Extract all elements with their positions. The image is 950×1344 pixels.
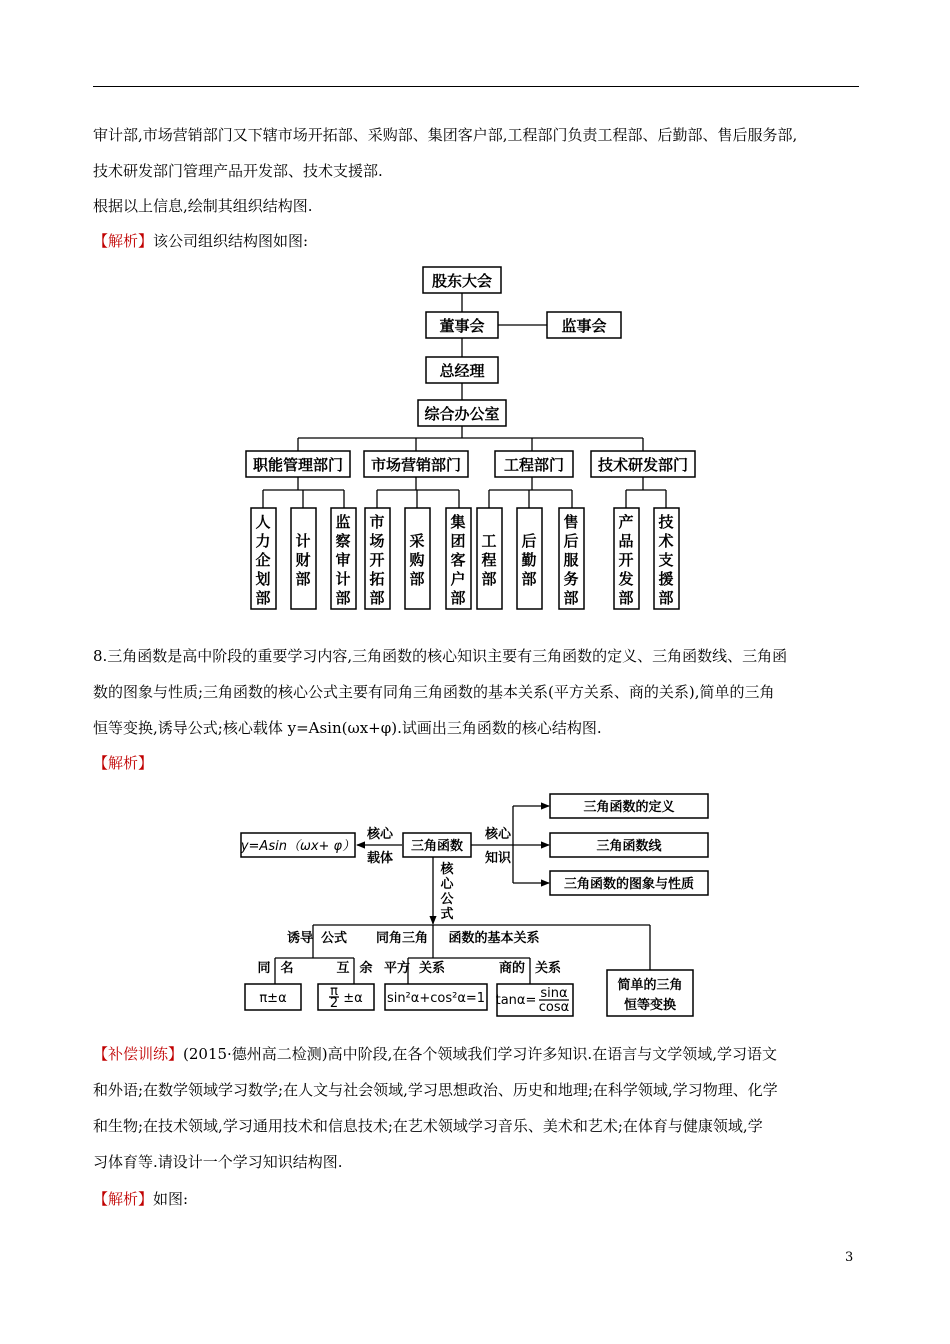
trig-label-simple-1: 简单的三角 <box>617 978 683 993</box>
trig-formula-pi: π±α <box>259 991 287 1006</box>
trig-label-carrier-top: 核心 <box>366 827 394 842</box>
trig-formula-tan-den: cosα <box>538 1000 570 1015</box>
org-label-supervisory: 监事会 <box>561 317 607 335</box>
question-8-line: 恒等变换,诱导公式;核心载体 y=Asin(ωx+φ).试画出三角函数的核心结构图. <box>93 719 602 737</box>
org-label-unit: 集团客户部 <box>450 513 466 607</box>
analysis-tag: 【解析】 <box>93 1190 154 1208</box>
analysis-tag: 【解析】 <box>93 754 154 772</box>
paragraph-line: 技术研发部门管理产品开发部、技术支援部. <box>93 162 383 180</box>
trig-label-same-angle-1: 同角三角 <box>375 931 429 946</box>
page-number: 3 <box>845 1250 854 1265</box>
trig-label-formula: 核心公式 <box>440 862 454 922</box>
trig-label-knowledge-top: 核心 <box>484 827 512 842</box>
org-label-dept: 职能管理部门 <box>252 456 344 474</box>
trig-formula-halfpi-num: π <box>330 984 338 999</box>
org-label-gm: 总经理 <box>439 362 485 380</box>
org-label-board: 董事会 <box>439 317 485 335</box>
org-label-office: 综合办公室 <box>424 405 500 423</box>
practice-line: 习体育等.请设计一个学习知识结构图. <box>93 1153 343 1171</box>
trig-label-co-name-2: 余 <box>359 961 373 976</box>
trig-formula-halfpi-den: 2 <box>329 996 339 1011</box>
analysis-text: 如图: <box>153 1190 189 1208</box>
trig-formula-halfpi-rest: ±α <box>343 991 363 1006</box>
org-label-dept: 技术研发部门 <box>597 456 689 474</box>
practice-text: (2015·德州高二检测)高中阶段,在各个领域我们学习许多知识.在语言与文学领域,学习语文 <box>183 1045 777 1063</box>
org-label-unit: 售后服务部 <box>563 513 579 607</box>
trig-formula-tan-num: sinα <box>540 986 568 1001</box>
org-label-dept: 工程部门 <box>503 456 565 474</box>
trig-label-knowledge: 三角函数的图象与性质 <box>563 877 695 892</box>
trig-label-simple-2: 恒等变换 <box>623 998 677 1013</box>
trig-label-knowledge: 三角函数线 <box>596 839 662 854</box>
org-label-unit: 后勤部 <box>521 532 537 588</box>
org-label-dept: 市场营销部门 <box>370 456 462 474</box>
trig-label-carrier-bottom: 载体 <box>366 851 394 866</box>
trig-label-co-name-1: 互 <box>336 961 350 976</box>
trig-label-same-angle-2: 函数的基本关系 <box>448 931 540 946</box>
trig-label-quotient-1: 商的 <box>498 961 526 976</box>
org-label-unit: 计财部 <box>295 532 311 588</box>
practice-line: 和生物;在技术领域,学习通用技术和信息技术;在艺术领域学习音乐、美术和艺术;在体育与健康领域,学 <box>93 1117 763 1135</box>
trig-label-knowledge: 三角函数的定义 <box>583 800 675 815</box>
paragraph-line: 审计部,市场营销部门又下辖市场开拓部、采购部、集团客户部,工程部门负责工程部、后勤部、售后服务部, <box>93 126 798 144</box>
trig-label-same-name-2: 名 <box>280 961 294 976</box>
org-label-unit: 监察审计部 <box>335 513 351 607</box>
trig-label-center: 三角函数 <box>410 839 464 854</box>
trig-label-induction-2: 公式 <box>320 931 348 946</box>
trig-formula-square: sin²α+cos²α=1 <box>386 991 486 1006</box>
trig-label-square-1: 平方 <box>383 961 411 976</box>
analysis-tag: 【解析】 <box>93 232 154 250</box>
paragraph-line: 根据以上信息,绘制其组织结构图. <box>93 197 313 215</box>
org-label-unit: 工程部 <box>481 532 497 588</box>
analysis-text: 该公司组织结构图如图: <box>153 232 309 250</box>
org-label-unit: 人力企划部 <box>255 513 271 607</box>
trig-label-carrier: y=Asin（ωx+ φ） <box>240 839 356 854</box>
org-label-unit: 采购部 <box>409 532 425 588</box>
trig-label-same-name-1: 同 <box>257 961 271 976</box>
practice-tag: 【补偿训练】 <box>93 1045 184 1063</box>
org-label-top: 股东大会 <box>431 272 493 290</box>
trig-label-square-2: 关系 <box>418 961 446 976</box>
org-label-unit: 技术支援部 <box>658 513 674 607</box>
org-label-unit: 产品开发部 <box>618 513 634 607</box>
trig-label-quotient-2: 关系 <box>534 961 562 976</box>
question-8-line: 8.三角函数是高中阶段的重要学习内容,三角函数的核心知识主要有三角函数的定义、三角函数线、三角函 <box>93 647 788 665</box>
practice-line: 和外语;在数学领域学习数学;在人文与社会领域,学习思想政治、历史和地理;在科学领域,学习物理、化学 <box>93 1081 778 1099</box>
trig-label-induction-1: 诱导 <box>286 931 314 946</box>
org-label-unit: 市场开拓部 <box>369 513 385 607</box>
question-8-line: 数的图象与性质;三角函数的核心公式主要有同角三角函数的基本关系(平方关系、商的关系),简单的三角 <box>93 683 775 701</box>
trig-label-knowledge-bottom: 知识 <box>484 851 512 866</box>
trig-formula-tan: tanα= <box>495 993 537 1008</box>
